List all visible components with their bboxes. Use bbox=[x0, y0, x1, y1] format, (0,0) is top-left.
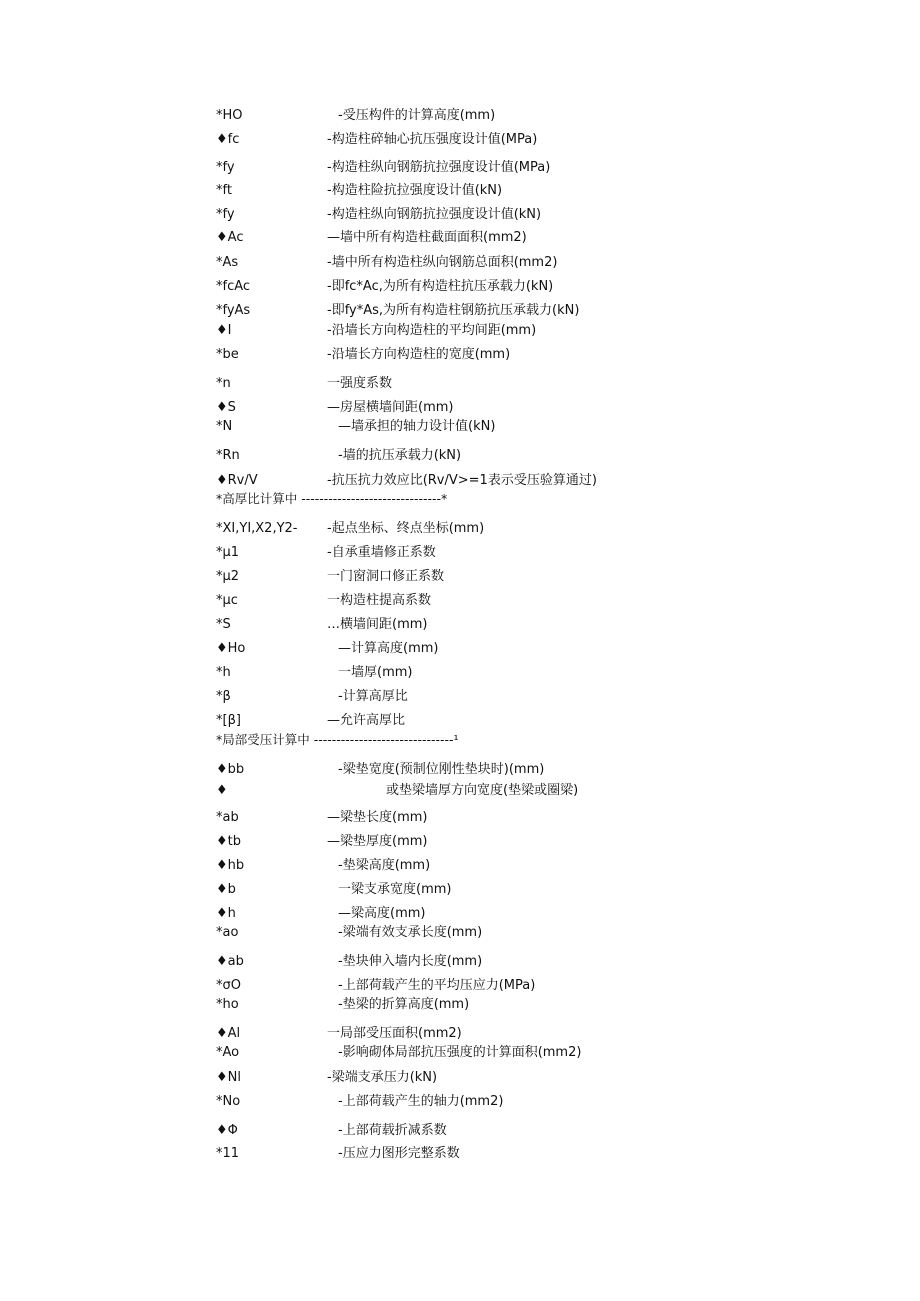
description: -压应力图形完整系数 bbox=[338, 1146, 460, 1161]
symbol: *Ao bbox=[216, 1045, 240, 1060]
symbol: *μ2 bbox=[216, 569, 240, 584]
symbol: ♦Φ bbox=[216, 1123, 238, 1138]
description: -上部荷载产生的平均压应力(MPa) bbox=[338, 978, 536, 993]
description: 一构造柱提高系数 bbox=[327, 593, 432, 608]
description: -梁垫宽度(预制位刚性垫块时)(mm) bbox=[338, 762, 545, 777]
description: -抗压抗力效应比(Rv/V>=1表示受压验算通过) bbox=[327, 473, 597, 488]
section-header-local-compression: *局部受压计算中 -------------------------------¹ bbox=[216, 732, 459, 747]
description: …横墙间距(mm) bbox=[327, 617, 428, 632]
section-header-slenderness: *高厚比计算中 -------------------------------* bbox=[216, 491, 448, 506]
description: -梁端有效支承长度(mm) bbox=[338, 925, 483, 940]
description: —墙承担的轴力设计值(kN) bbox=[338, 419, 496, 434]
symbol: ♦Ac bbox=[216, 230, 244, 245]
symbol: *fy bbox=[216, 207, 235, 222]
symbol: *[β] bbox=[216, 713, 241, 728]
description: —梁垫厚度(mm) bbox=[327, 834, 428, 849]
symbol: *fcAc bbox=[216, 279, 251, 294]
symbol: *fyAs bbox=[216, 303, 251, 318]
description: -沿墙长方向构造柱的平均间距(mm) bbox=[327, 323, 537, 338]
symbol: *μ1 bbox=[216, 545, 240, 560]
description: -墙中所有构造柱纵向钢筋总面积(mm2) bbox=[327, 255, 558, 270]
description: -影响砌体局部抗压强度的计算面积(mm2) bbox=[338, 1045, 582, 1060]
symbol: *No bbox=[216, 1094, 241, 1109]
symbol: ♦b bbox=[216, 882, 236, 897]
description: -垫块伸入墙内长度(mm) bbox=[338, 954, 483, 969]
symbol: ♦I bbox=[216, 323, 232, 338]
description: -沿墙长方向构造柱的宽度(mm) bbox=[327, 347, 511, 362]
symbol: *ho bbox=[216, 997, 239, 1012]
description: 或垫梁墙厚方向宽度(垫梁或圈梁) bbox=[386, 783, 579, 798]
symbol: *be bbox=[216, 347, 239, 362]
symbol: ♦hb bbox=[216, 858, 245, 873]
symbol: *n bbox=[216, 376, 231, 391]
symbol: *HO bbox=[216, 108, 243, 123]
description: -即fy*As,为所有构造柱钢筋抗压承载力(kN) bbox=[327, 303, 580, 318]
symbol: *μc bbox=[216, 593, 238, 608]
description: -墙的抗压承载力(kN) bbox=[338, 448, 462, 463]
symbol: *S bbox=[216, 617, 231, 632]
symbol: ♦Al bbox=[216, 1026, 241, 1041]
symbol: *As bbox=[216, 255, 239, 270]
description: -起点坐标、终点坐标(mm) bbox=[327, 521, 485, 536]
symbol: *ao bbox=[216, 925, 239, 940]
symbol: *11 bbox=[216, 1146, 240, 1161]
symbol: ♦S bbox=[216, 400, 236, 415]
description: -构造柱险抗拉强度设计值(kN) bbox=[327, 183, 503, 198]
description: —计算高度(mm) bbox=[338, 641, 439, 656]
symbol: *Rn bbox=[216, 448, 240, 463]
symbol: *β bbox=[216, 689, 231, 704]
description: -自承重墙修正系数 bbox=[327, 545, 436, 560]
symbol: ♦Ho bbox=[216, 641, 246, 656]
symbol: ♦bb bbox=[216, 762, 245, 777]
description: -计算高厚比 bbox=[338, 689, 408, 704]
symbol: ♦Nl bbox=[216, 1070, 241, 1085]
symbol: *ab bbox=[216, 810, 239, 825]
symbol: ♦ab bbox=[216, 954, 244, 969]
description: -上部荷载折减系数 bbox=[338, 1123, 447, 1138]
symbol: ♦tb bbox=[216, 834, 242, 849]
symbol: *ft bbox=[216, 183, 232, 198]
description: 一强度系数 bbox=[327, 376, 393, 391]
symbol: ♦fc bbox=[216, 132, 240, 147]
description: -梁端支承压力(kN) bbox=[327, 1070, 438, 1085]
description: -垫梁高度(mm) bbox=[338, 858, 431, 873]
description: 一墙厚(mm) bbox=[338, 665, 413, 680]
symbol: *XI,YI,X2,Y2- bbox=[216, 521, 298, 536]
symbol: ♦Rv/V bbox=[216, 473, 258, 488]
description: —梁垫长度(mm) bbox=[327, 810, 428, 825]
description: 一梁支承宽度(mm) bbox=[338, 882, 452, 897]
symbol: *h bbox=[216, 665, 231, 680]
description: 一局部受压面积(mm2) bbox=[327, 1026, 462, 1041]
description: —房屋横墙间距(mm) bbox=[327, 400, 454, 415]
description: —梁高度(mm) bbox=[338, 906, 426, 921]
description: -即fc*Ac,为所有构造柱抗压承载力(kN) bbox=[327, 279, 554, 294]
symbol: *fy bbox=[216, 160, 235, 175]
symbol: *N bbox=[216, 419, 233, 434]
symbol: *σO bbox=[216, 978, 241, 993]
symbol: ♦ bbox=[216, 783, 228, 798]
description: —墙中所有构造柱截面面积(mm2) bbox=[327, 230, 527, 245]
description: -构造柱纵向钢筋抗拉强度设计值(kN) bbox=[327, 207, 542, 222]
description: -构造柱纵向钢筋抗拉强度设计值(MPa) bbox=[327, 160, 551, 175]
description: -受压构件的计算高度(mm) bbox=[338, 108, 496, 123]
description: -构造柱碎轴心抗压强度设计值(MPa) bbox=[327, 132, 538, 147]
description: —允许高厚比 bbox=[327, 713, 406, 728]
description: 一门窗洞口修正系数 bbox=[327, 569, 445, 584]
description: -垫梁的折算高度(mm) bbox=[338, 997, 470, 1012]
symbol: ♦h bbox=[216, 906, 236, 921]
description: -上部荷载产生的轴力(mm2) bbox=[338, 1094, 504, 1109]
